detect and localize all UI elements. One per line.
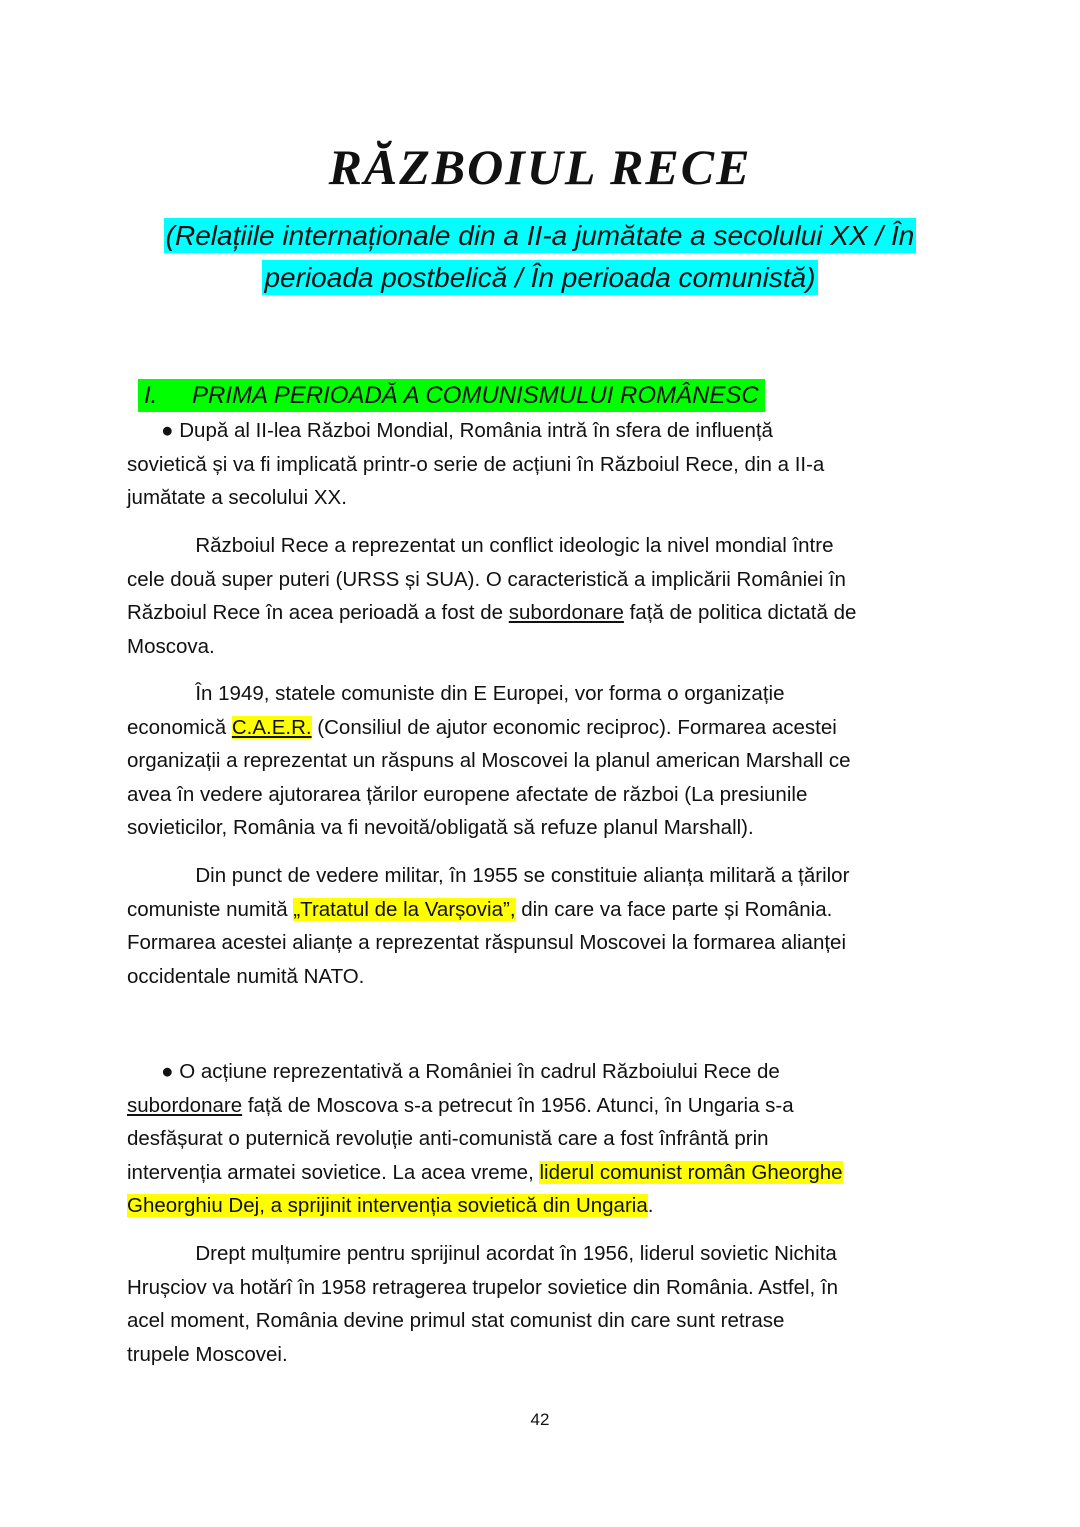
text-line <box>127 481 824 515</box>
text-line <box>127 563 856 597</box>
text-line <box>127 1122 843 1156</box>
text-segment: Formarea acestei alianțe a reprezentat răspunsul Moscovei la formarea alianței <box>127 931 847 954</box>
highlighted-text: Gheorghiu Dej, a sprijinit intervenția sovietică din Ungaria <box>127 1194 648 1217</box>
text-line <box>127 926 849 960</box>
text-line <box>127 711 851 745</box>
text-line <box>127 630 856 664</box>
section-number: I. <box>144 382 158 409</box>
text-line <box>127 1304 838 1338</box>
text-segment: sovieticilor, România va fi nevoită/obligată să refuze planul Marshall). <box>127 816 754 839</box>
text-line <box>127 960 849 994</box>
text-segment: din care va face parte și România. <box>515 897 833 921</box>
text-segment: Războiul Rece în acea perioadă a fost de <box>127 601 509 624</box>
subtitle-text: perioada postbelică / În perioada comunistă) <box>264 262 816 293</box>
paragraph <box>127 1055 843 1223</box>
underlined-text: subordonare <box>127 1093 243 1117</box>
paragraph <box>127 414 824 515</box>
highlighted-text: liderul comunist român Gheorghe <box>539 1160 843 1184</box>
text-line <box>127 414 824 448</box>
paragraph <box>127 529 856 663</box>
text-segment: occidentale numită NATO. <box>127 964 365 988</box>
text-line <box>127 859 849 893</box>
text-segment: În 1949, statele comuniste din E Europei, vor forma o organizație <box>127 682 785 705</box>
text-segment: organizații a reprezentat un răspuns al Moscovei la planul american Marshall ce <box>127 749 851 772</box>
page-number: 42 <box>530 1410 550 1429</box>
paragraph <box>127 859 849 993</box>
text-segment: Drept mulțumire pentru sprijinul acordat în 1956, liderul sovietic Nichita <box>127 1242 837 1265</box>
subtitle-line-2 <box>0 262 1080 294</box>
text-segment: sovietică și va fi implicată printr-o serie de acțiuni în Războiul Rece, din a II-a <box>127 452 825 476</box>
page-title: RĂZBOIUL RECE <box>328 139 752 195</box>
text-segment: economică <box>127 715 232 739</box>
text-line <box>127 1271 838 1305</box>
text-segment: intervenția armatei sovietice. La acea vreme, <box>127 1160 540 1184</box>
text-segment: Războiul Rece a reprezentat un conflict ideologic la nivel mondial între <box>127 534 834 557</box>
text-segment: comuniste numită <box>127 897 294 921</box>
text-segment: față de Moscova s-a petrecut în 1956. Atunci, în Ungaria s-a <box>242 1093 794 1117</box>
text-segment: ● O acțiune reprezentativă a României în cadrul Războiului Rece de <box>127 1060 780 1083</box>
text-line <box>127 811 851 845</box>
text-segment: desfășurat o puternică revoluție anti-comunistă care a fost înfrântă prin <box>127 1127 769 1150</box>
paragraph <box>127 677 851 845</box>
underlined-text: subordonare <box>508 601 624 624</box>
text-segment: acel moment, România devine primul stat comunist din care sunt retrase <box>127 1309 785 1332</box>
text-segment: (Consiliul de ajutor economic reciproc). Formarea acestei <box>311 715 837 739</box>
subtitle-line-1 <box>0 220 1080 252</box>
text-line <box>127 448 824 482</box>
text-segment: jumătate a secolului XX. <box>127 486 347 509</box>
text-line <box>127 1189 843 1223</box>
text-line <box>127 893 849 927</box>
text-line <box>127 1156 843 1190</box>
text-segment: avea în vedere ajutorarea țărilor europene afectate de război (La presiunile <box>127 782 808 806</box>
text-line <box>127 596 856 630</box>
text-segment: ● După al II-lea Război Mondial, România intră în sfera de influență <box>127 419 773 442</box>
highlighted-text: C.A.E.R. <box>231 715 312 739</box>
text-segment: Moscova. <box>127 634 215 658</box>
section-heading <box>138 379 765 412</box>
section-title: PRIMA PERIOADĂ A COMUNISMULUI ROMÂNESC <box>192 382 759 409</box>
text-segment: trupele Moscovei. <box>127 1342 288 1366</box>
text-line <box>127 529 856 563</box>
subtitle-text: (Relațiile internaționale din a II-a jumătate a secolului XX / În <box>165 220 915 251</box>
text-segment: Hrușciov va hotărî în 1958 retragerea trupelor sovietice din România. Astfel, în <box>127 1275 839 1299</box>
text-line <box>127 778 851 812</box>
text-segment: . <box>647 1194 654 1217</box>
text-line <box>127 1089 843 1123</box>
text-line <box>127 1055 843 1089</box>
text-line <box>127 677 851 711</box>
highlighted-text: „Tratatul de la Varșovia”, <box>293 897 516 921</box>
text-line <box>127 1237 838 1271</box>
paragraph <box>127 1237 838 1371</box>
text-line <box>127 744 851 778</box>
text-segment: Din punct de vedere militar, în 1955 se constituie alianța militară a țărilor <box>127 864 850 887</box>
text-segment: cele două super puteri (URSS și SUA). O caracteristică a implicării României în <box>127 567 846 591</box>
text-line <box>127 1338 838 1372</box>
text-segment: față de politica dictată de <box>623 601 857 624</box>
